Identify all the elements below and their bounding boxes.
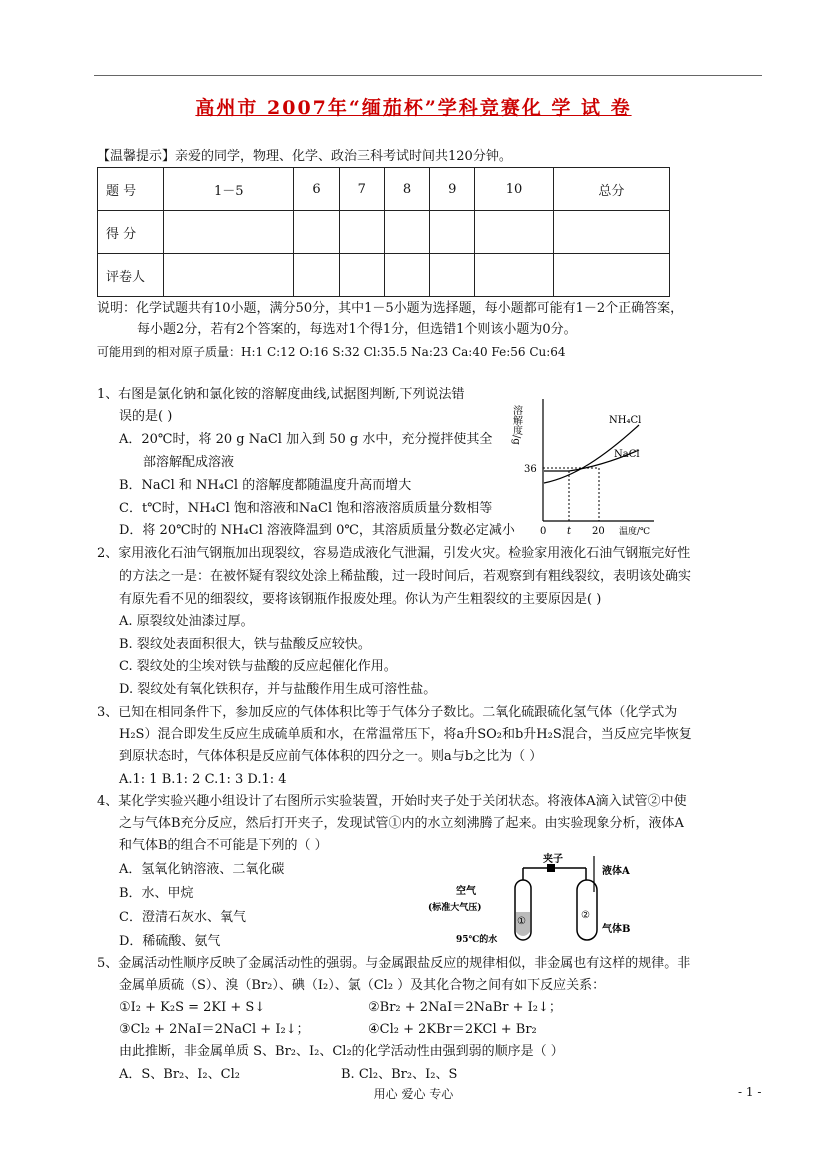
- q3-options: A.1: 1 B.1: 2 C.1: 3 D.1: 4: [119, 772, 287, 787]
- grader-cell[interactable]: [475, 254, 553, 297]
- row-label: 评卷人: [98, 254, 164, 297]
- score-cell[interactable]: [553, 211, 669, 254]
- score-cell[interactable]: [475, 211, 553, 254]
- q2-option: D. 裂纹处有氧化铁积存，并与盐酸作用生成可溶性盐。: [119, 682, 437, 697]
- graph-nh4cl-label: NH₄Cl: [609, 415, 642, 426]
- score-row: [98, 211, 670, 254]
- q1-option: C．t℃时，NH₄Cl 饱和溶液和NaCl 饱和溶液溶质质量分数相等: [119, 501, 493, 516]
- clip-label: 夹子: [543, 854, 563, 865]
- grader-cell[interactable]: [164, 254, 294, 297]
- air-label: 空气: [456, 886, 476, 897]
- score-table: [97, 167, 670, 297]
- header-cell: 6: [294, 168, 339, 211]
- q1-option: D．将 20℃时的 NH₄Cl 溶液降温到 0℃，其溶质质量分数必定减小: [119, 523, 515, 538]
- score-cell[interactable]: [164, 211, 294, 254]
- tip-text: 【温馨提示】亲爱的同学，物理、化学、政治三科考试时间共120分钟。: [97, 149, 512, 164]
- q3-stem: 到原状态时，气体体积是反应前气体体积的四分之一。则a与b之比为（ ）: [119, 749, 543, 764]
- q5-question: 由此推断，非金属单质 S、Br₂、I₂、Cl₂的化学活动性由强到弱的顺序是（ ）: [119, 1044, 564, 1059]
- q3-stem: H₂S）混合即发生反应生成硫单质和水，在常温常压下，将a升SO₂和b升H₂S混合，当反应完毕恢复: [119, 727, 692, 742]
- graph-x0: 0: [540, 526, 547, 537]
- score-header-row: [98, 168, 670, 211]
- q5-option-a: A．S、Br₂、I₂、Cl₂: [119, 1067, 240, 1082]
- grader-cell[interactable]: [553, 254, 669, 297]
- tube2-label: ②: [581, 910, 590, 921]
- graph-x20: 20: [592, 526, 605, 537]
- tube1-label: ①: [517, 916, 526, 927]
- air-pressure-label: (标准大气压): [428, 903, 482, 913]
- score-cell[interactable]: [430, 211, 475, 254]
- grader-cell[interactable]: [384, 254, 429, 297]
- top-rule: [94, 75, 762, 76]
- q4-option: C．澄清石灰水、氧气: [119, 910, 246, 925]
- score-cell[interactable]: [294, 211, 339, 254]
- q1-option: A．20℃时，将 20 g NaCl 加入到 50 g 水中，充分搅拌使其全: [119, 432, 493, 447]
- q2-option: B. 裂纹处表面积很大，铁与盐酸反应较快。: [119, 637, 371, 652]
- note-line: 可能用到的相对原子质量：H:1 C:12 O:16 S:32 Cl:35.5 Na:23 Ca:40 Fe:56 Cu:64: [97, 345, 566, 359]
- gas-b-label: 气体B: [602, 924, 631, 935]
- graph-xlabel: 温度/℃: [619, 527, 651, 537]
- page-title: 高州市 2007年“缅茄杯”学科竞赛化 学 试 卷: [195, 97, 632, 119]
- q4-option: D．稀硫酸、氨气: [119, 934, 221, 949]
- q1-stem: 误的是( ): [119, 409, 173, 424]
- reaction-4: ④Cl₂ + 2KBr＝2KCl + Br₂: [368, 1022, 537, 1037]
- grader-cell[interactable]: [294, 254, 339, 297]
- q2-option: C. 裂纹处的尘埃对铁与盐酸的反应起催化作用。: [119, 659, 397, 674]
- q4-option: A．氢氧化钠溶液、二氧化碳: [119, 862, 285, 877]
- q3-stem: 3、已知在相同条件下，参加反应的气体体积比等于气体分子数比。二氧化硫跟硫化氢气体（化学式为: [97, 705, 678, 720]
- water-label: 95℃的水: [456, 935, 498, 945]
- header-cell: 8: [384, 168, 429, 211]
- graph-xt: t: [567, 526, 572, 537]
- page-number: - 1 -: [738, 1085, 762, 1099]
- header-cell: 10: [475, 168, 553, 211]
- grader-cell[interactable]: [430, 254, 475, 297]
- graph-ylabel: 溶解度/g: [510, 405, 522, 445]
- header-cell: 7: [339, 168, 384, 211]
- q5-stem: 5、金属活动性顺序反映了金属活动性的强弱。与金属跟盐反应的规律相似，非金属也有这样的规律。非: [97, 956, 691, 971]
- liquid-a-label: 液体A: [602, 866, 630, 877]
- grader-cell[interactable]: [339, 254, 384, 297]
- header-cell: 总分: [553, 168, 669, 211]
- note-line: 说明：化学试题共有10小题，满分50分，其中1－5小题为选择题，每小题都可能有1－2个正确答案，: [97, 301, 684, 316]
- header-cell: 题 号: [98, 168, 164, 211]
- graph-nacl-label: NaCl: [614, 449, 640, 460]
- reaction-2: ②Br₂ + 2NaI＝2NaBr + I₂↓；: [368, 1000, 562, 1015]
- q5-stem: 金属单质硫（S）、溴（Br₂）、碘（I₂）、氯（Cl₂ ）及其化合物之间有如下反应关系：: [119, 978, 606, 993]
- row-label: 得 分: [98, 211, 164, 254]
- grader-row: [98, 254, 670, 297]
- header-cell: 9: [430, 168, 475, 211]
- reaction-3: ③Cl₂ + 2NaI＝2NaCl + I₂↓；: [119, 1022, 310, 1037]
- q1-option: B．NaCl 和 NH₄Cl 的溶解度都随温度升高而增大: [119, 478, 412, 493]
- q2-stem: 有原先看不见的细裂纹，要将该钢瓶作报废处理。你认为产生粗裂纹的主要原因是( ): [119, 592, 602, 607]
- note-line: 每小题2分，若有2个答案的，每选对1个得1分，但选错1个则该小题为0分。: [137, 322, 577, 337]
- q2-option: A. 原裂纹处油漆过厚。: [119, 614, 254, 629]
- q4-stem: 和气体B的组合不可能是下列的（ ）: [119, 838, 328, 853]
- q2-stem: 的方法之一是：在被怀疑有裂纹处涂上稀盐酸，过一段时间后，若观察到有粗线裂纹，表明该处确实: [119, 569, 692, 584]
- q4-stem: 4、某化学实验兴趣小组设计了右图所示实验装置，开始时夹子处于关闭状态。将液体A滴入试管②中使: [97, 794, 687, 809]
- q2-stem: 2、家用液化石油气钢瓶加出现裂纹，容易造成液化气泄漏，引发火灾。检验家用液化石油气钢瓶完好性: [97, 546, 691, 561]
- q4-stem: 之与气体B充分反应，然后打开夹子，发现试管①内的水立刻沸腾了起来。由实验现象分析，液体A: [119, 816, 684, 831]
- q4-option: B．水、甲烷: [119, 886, 194, 901]
- solubility-graph: [510, 395, 664, 537]
- apparatus-diagram: [420, 852, 650, 944]
- header-cell: 1－5: [164, 168, 294, 211]
- q1-option: 部溶解配成溶液: [143, 455, 235, 470]
- q5-option-b: B. Cl₂、Br₂、I₂、S: [341, 1067, 458, 1082]
- footer-motto: 用心 爱心 专心: [373, 1087, 454, 1101]
- graph-y36: 36: [524, 464, 537, 475]
- reaction-1: ①I₂ + K₂S = 2KI + S↓: [119, 1000, 266, 1015]
- score-cell[interactable]: [384, 211, 429, 254]
- score-cell[interactable]: [339, 211, 384, 254]
- q1-stem: 1、右图是氯化钠和氯化铵的溶解度曲线,试据图判断,下列说法错: [97, 387, 465, 402]
